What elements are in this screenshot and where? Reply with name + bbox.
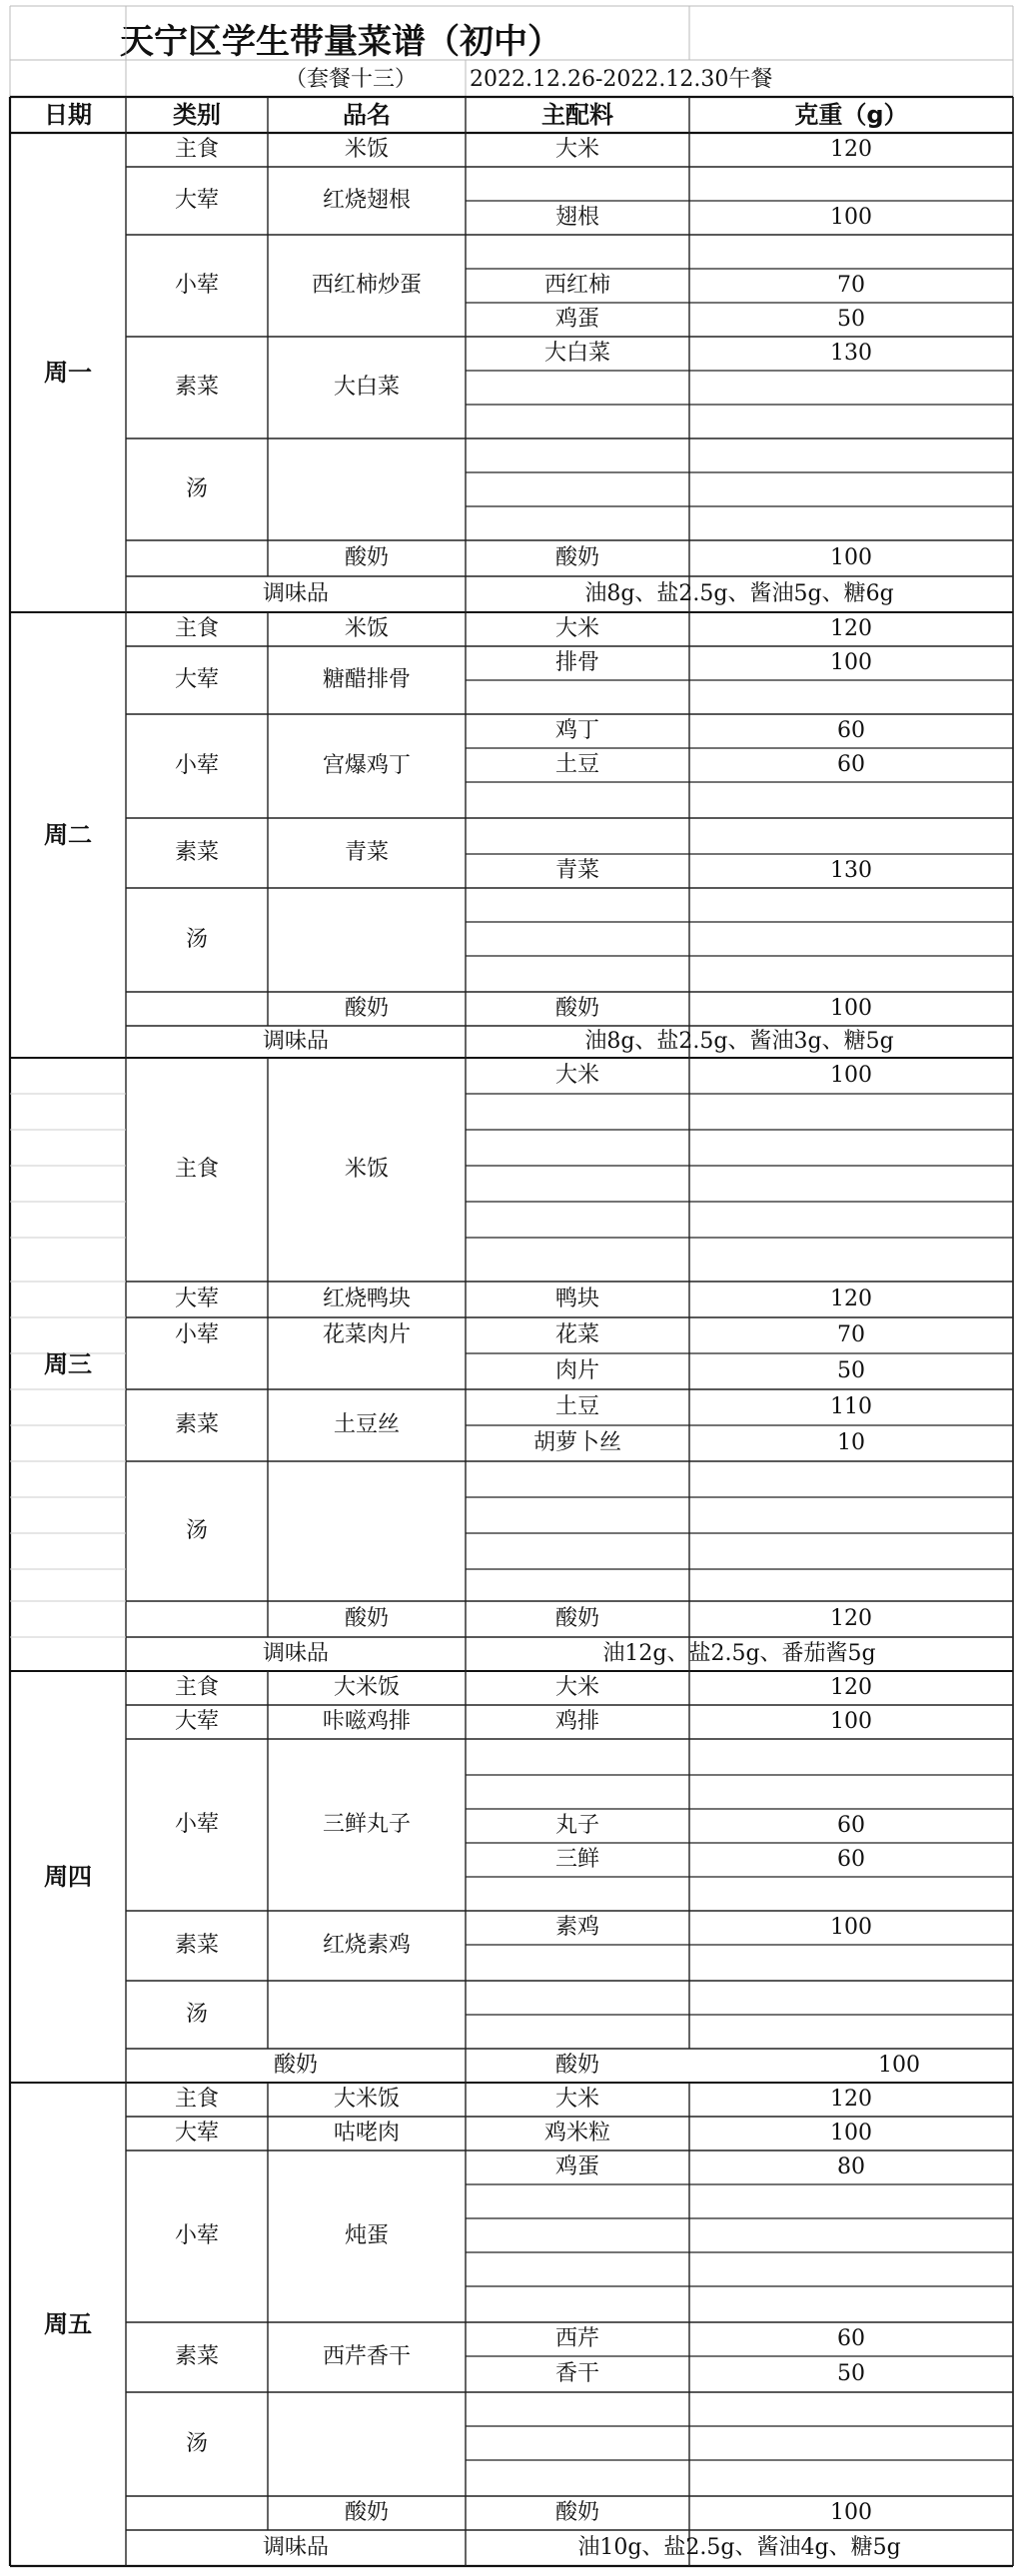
ingredient-cell: 翅根 (554, 205, 599, 230)
yogurt-label: 酸奶 (273, 2053, 318, 2078)
day-label: 周三 (44, 1350, 92, 1378)
category-cell: 小荤 (174, 273, 219, 298)
weight-cell: 60 (837, 1813, 865, 1838)
category-cell: 大荤 (174, 1709, 219, 1734)
ingredient-cell: 鸡排 (554, 1709, 599, 1734)
weight-cell: 100 (830, 2500, 872, 2525)
ingredient-cell: 鸡蛋 (554, 307, 599, 332)
dish-cell: 西红柿炒蛋 (311, 273, 422, 298)
weight-cell: 10 (837, 1430, 865, 1455)
header-weight: 克重（g） (794, 101, 908, 129)
dish-cell: 糖醋排骨 (322, 667, 411, 692)
seasoning-value: 油12g、盐2.5g、番茄酱5g (602, 1641, 876, 1666)
category-cell: 大荤 (174, 1287, 219, 1311)
ingredient-cell: 花菜 (554, 1322, 599, 1347)
ingredient-cell: 酸奶 (554, 996, 599, 1021)
ingredient-cell: 西红柿 (543, 273, 610, 298)
weight-cell: 80 (837, 2154, 865, 2179)
weight-cell: 60 (837, 1847, 865, 1872)
category-cell: 大荤 (174, 2121, 219, 2146)
category-cell: 主食 (174, 137, 219, 162)
ingredient-cell: 大米 (554, 1063, 599, 1088)
weight-cell: 100 (830, 205, 872, 230)
category-cell: 主食 (174, 2087, 219, 2112)
seasoning-label: 调味品 (262, 2535, 329, 2560)
dish-cell: 炖蛋 (344, 2223, 389, 2248)
header-category: 类别 (173, 101, 221, 129)
weight-cell: 50 (837, 2361, 865, 2386)
ingredient-cell: 大米 (554, 2087, 599, 2112)
category-cell: 汤 (185, 1518, 208, 1543)
ingredient-cell: 胡萝卜丝 (532, 1430, 621, 1455)
weight-cell: 100 (830, 1709, 872, 1734)
weight-cell: 60 (837, 752, 865, 777)
ingredient-cell: 酸奶 (554, 545, 599, 570)
category-cell: 主食 (174, 616, 219, 641)
weight-cell: 100 (830, 1063, 872, 1088)
category-cell: 大荤 (174, 667, 219, 692)
category-cell: 主食 (174, 1157, 219, 1182)
ingredient-cell: 三鲜 (554, 1847, 599, 1872)
header-date: 日期 (44, 101, 92, 129)
weight-cell: 70 (837, 1322, 865, 1347)
dish-cell: 宫爆鸡丁 (322, 753, 411, 778)
dish-cell: 三鲜丸子 (322, 1812, 411, 1837)
dish-cell: 青菜 (344, 840, 389, 865)
day-label: 周一 (44, 359, 92, 387)
category-cell: 小荤 (174, 1812, 219, 1837)
weight-cell: 130 (830, 858, 872, 883)
dish-cell: 酸奶 (344, 1606, 389, 1631)
category-cell: 素菜 (174, 1412, 219, 1437)
seasoning-label: 调味品 (262, 1641, 329, 1666)
weight-cell: 70 (837, 273, 865, 298)
dish-cell: 咕咾肉 (333, 2121, 400, 2146)
dish-cell: 花菜肉片 (322, 1322, 411, 1347)
category-cell: 汤 (185, 2002, 208, 2027)
seasoning-value: 油8g、盐2.5g、酱油3g、糖5g (584, 1029, 894, 1054)
dish-cell: 红烧素鸡 (322, 1933, 411, 1958)
weight-cell: 100 (830, 2121, 872, 2146)
weight-cell: 120 (830, 616, 872, 641)
seasoning-label: 调味品 (262, 1029, 329, 1054)
weight-cell: 100 (830, 1915, 872, 1940)
date-range: 2022.12.26-2022.12.30午餐 (470, 67, 773, 92)
dish-cell: 米饭 (344, 1157, 389, 1182)
weight-cell: 110 (830, 1394, 872, 1419)
ingredient-cell: 大白菜 (543, 341, 610, 366)
ingredient-cell: 肉片 (554, 1358, 599, 1383)
category-cell: 小荤 (174, 2223, 219, 2248)
ingredient-cell: 鸡丁 (554, 718, 599, 743)
header-dish: 品名 (343, 101, 391, 129)
dish-cell: 西芹香干 (322, 2344, 411, 2369)
dish-cell: 大米饭 (333, 2087, 400, 2112)
dish-cell: 大米饭 (333, 1675, 400, 1700)
ingredient-cell: 酸奶 (554, 2500, 599, 2525)
seasoning-label: 调味品 (262, 581, 329, 606)
category-cell: 大荤 (174, 188, 219, 213)
weight-cell: 120 (830, 1675, 872, 1700)
ingredient-cell: 西芹 (554, 2326, 599, 2351)
header-ingredient: 主配料 (541, 101, 613, 129)
weight-cell: 120 (830, 1606, 872, 1631)
day-label: 周二 (44, 821, 92, 849)
dish-cell: 土豆丝 (333, 1412, 400, 1437)
dish-cell: 米饭 (344, 137, 389, 162)
category-cell: 小荤 (174, 753, 219, 778)
weight-cell: 60 (837, 718, 865, 743)
dish-cell: 米饭 (344, 616, 389, 641)
weight-cell: 50 (837, 307, 865, 332)
weight-cell: 130 (830, 341, 872, 366)
weight-cell: 120 (830, 1287, 872, 1311)
dish-cell: 酸奶 (344, 545, 389, 570)
dish-cell: 红烧鸭块 (322, 1287, 411, 1311)
dish-cell: 酸奶 (344, 996, 389, 1021)
weight-cell: 50 (837, 1358, 865, 1383)
weight-cell: 120 (830, 2087, 872, 2112)
dish-cell: 酸奶 (344, 2500, 389, 2525)
weight-cell: 60 (837, 2326, 865, 2351)
weight-cell: 100 (830, 650, 872, 675)
day-label: 周四 (44, 1863, 92, 1891)
seasoning-value: 油10g、盐2.5g、酱油4g、糖5g (577, 2535, 901, 2560)
ingredient-cell: 大米 (554, 1675, 599, 1700)
weight-cell: 100 (878, 2053, 920, 2078)
category-cell: 素菜 (174, 1933, 219, 1958)
seasoning-value: 油8g、盐2.5g、酱油5g、糖6g (584, 581, 894, 606)
category-cell: 素菜 (174, 2344, 219, 2369)
category-cell: 素菜 (174, 840, 219, 865)
ingredient-cell: 大米 (554, 616, 599, 641)
ingredient-cell: 酸奶 (554, 1606, 599, 1631)
ingredient-cell: 鸭块 (554, 1287, 599, 1311)
ingredient-cell: 素鸡 (554, 1915, 599, 1940)
ingredient-cell: 土豆 (554, 752, 599, 777)
dish-cell: 咔嗞鸡排 (322, 1709, 411, 1734)
ingredient-cell: 鸡米粒 (543, 2121, 610, 2146)
ingredient-cell: 鸡蛋 (554, 2154, 599, 2179)
ingredient-cell: 大米 (554, 137, 599, 162)
day-label: 周五 (44, 2310, 92, 2338)
page-title: 天宁区学生带量菜谱（初中） (120, 22, 561, 62)
category-cell: 汤 (185, 927, 208, 952)
category-cell: 小荤 (174, 1322, 219, 1347)
ingredient-cell: 丸子 (554, 1813, 599, 1838)
ingredient-cell: 土豆 (554, 1394, 599, 1419)
dish-cell: 红烧翅根 (322, 188, 411, 213)
weight-cell: 100 (830, 996, 872, 1021)
dish-cell: 大白菜 (333, 375, 400, 400)
menu-set-label: （套餐十三） (285, 67, 418, 92)
category-cell: 汤 (185, 2431, 208, 2456)
ingredient-cell: 青菜 (554, 858, 599, 883)
ingredient-cell: 排骨 (554, 650, 599, 675)
ingredient-cell: 酸奶 (554, 2053, 599, 2078)
weight-cell: 100 (830, 545, 872, 570)
category-cell: 汤 (185, 476, 208, 501)
category-cell: 主食 (174, 1675, 219, 1700)
category-cell: 素菜 (174, 375, 219, 400)
ingredient-cell: 香干 (554, 2361, 599, 2386)
weight-cell: 120 (830, 137, 872, 162)
